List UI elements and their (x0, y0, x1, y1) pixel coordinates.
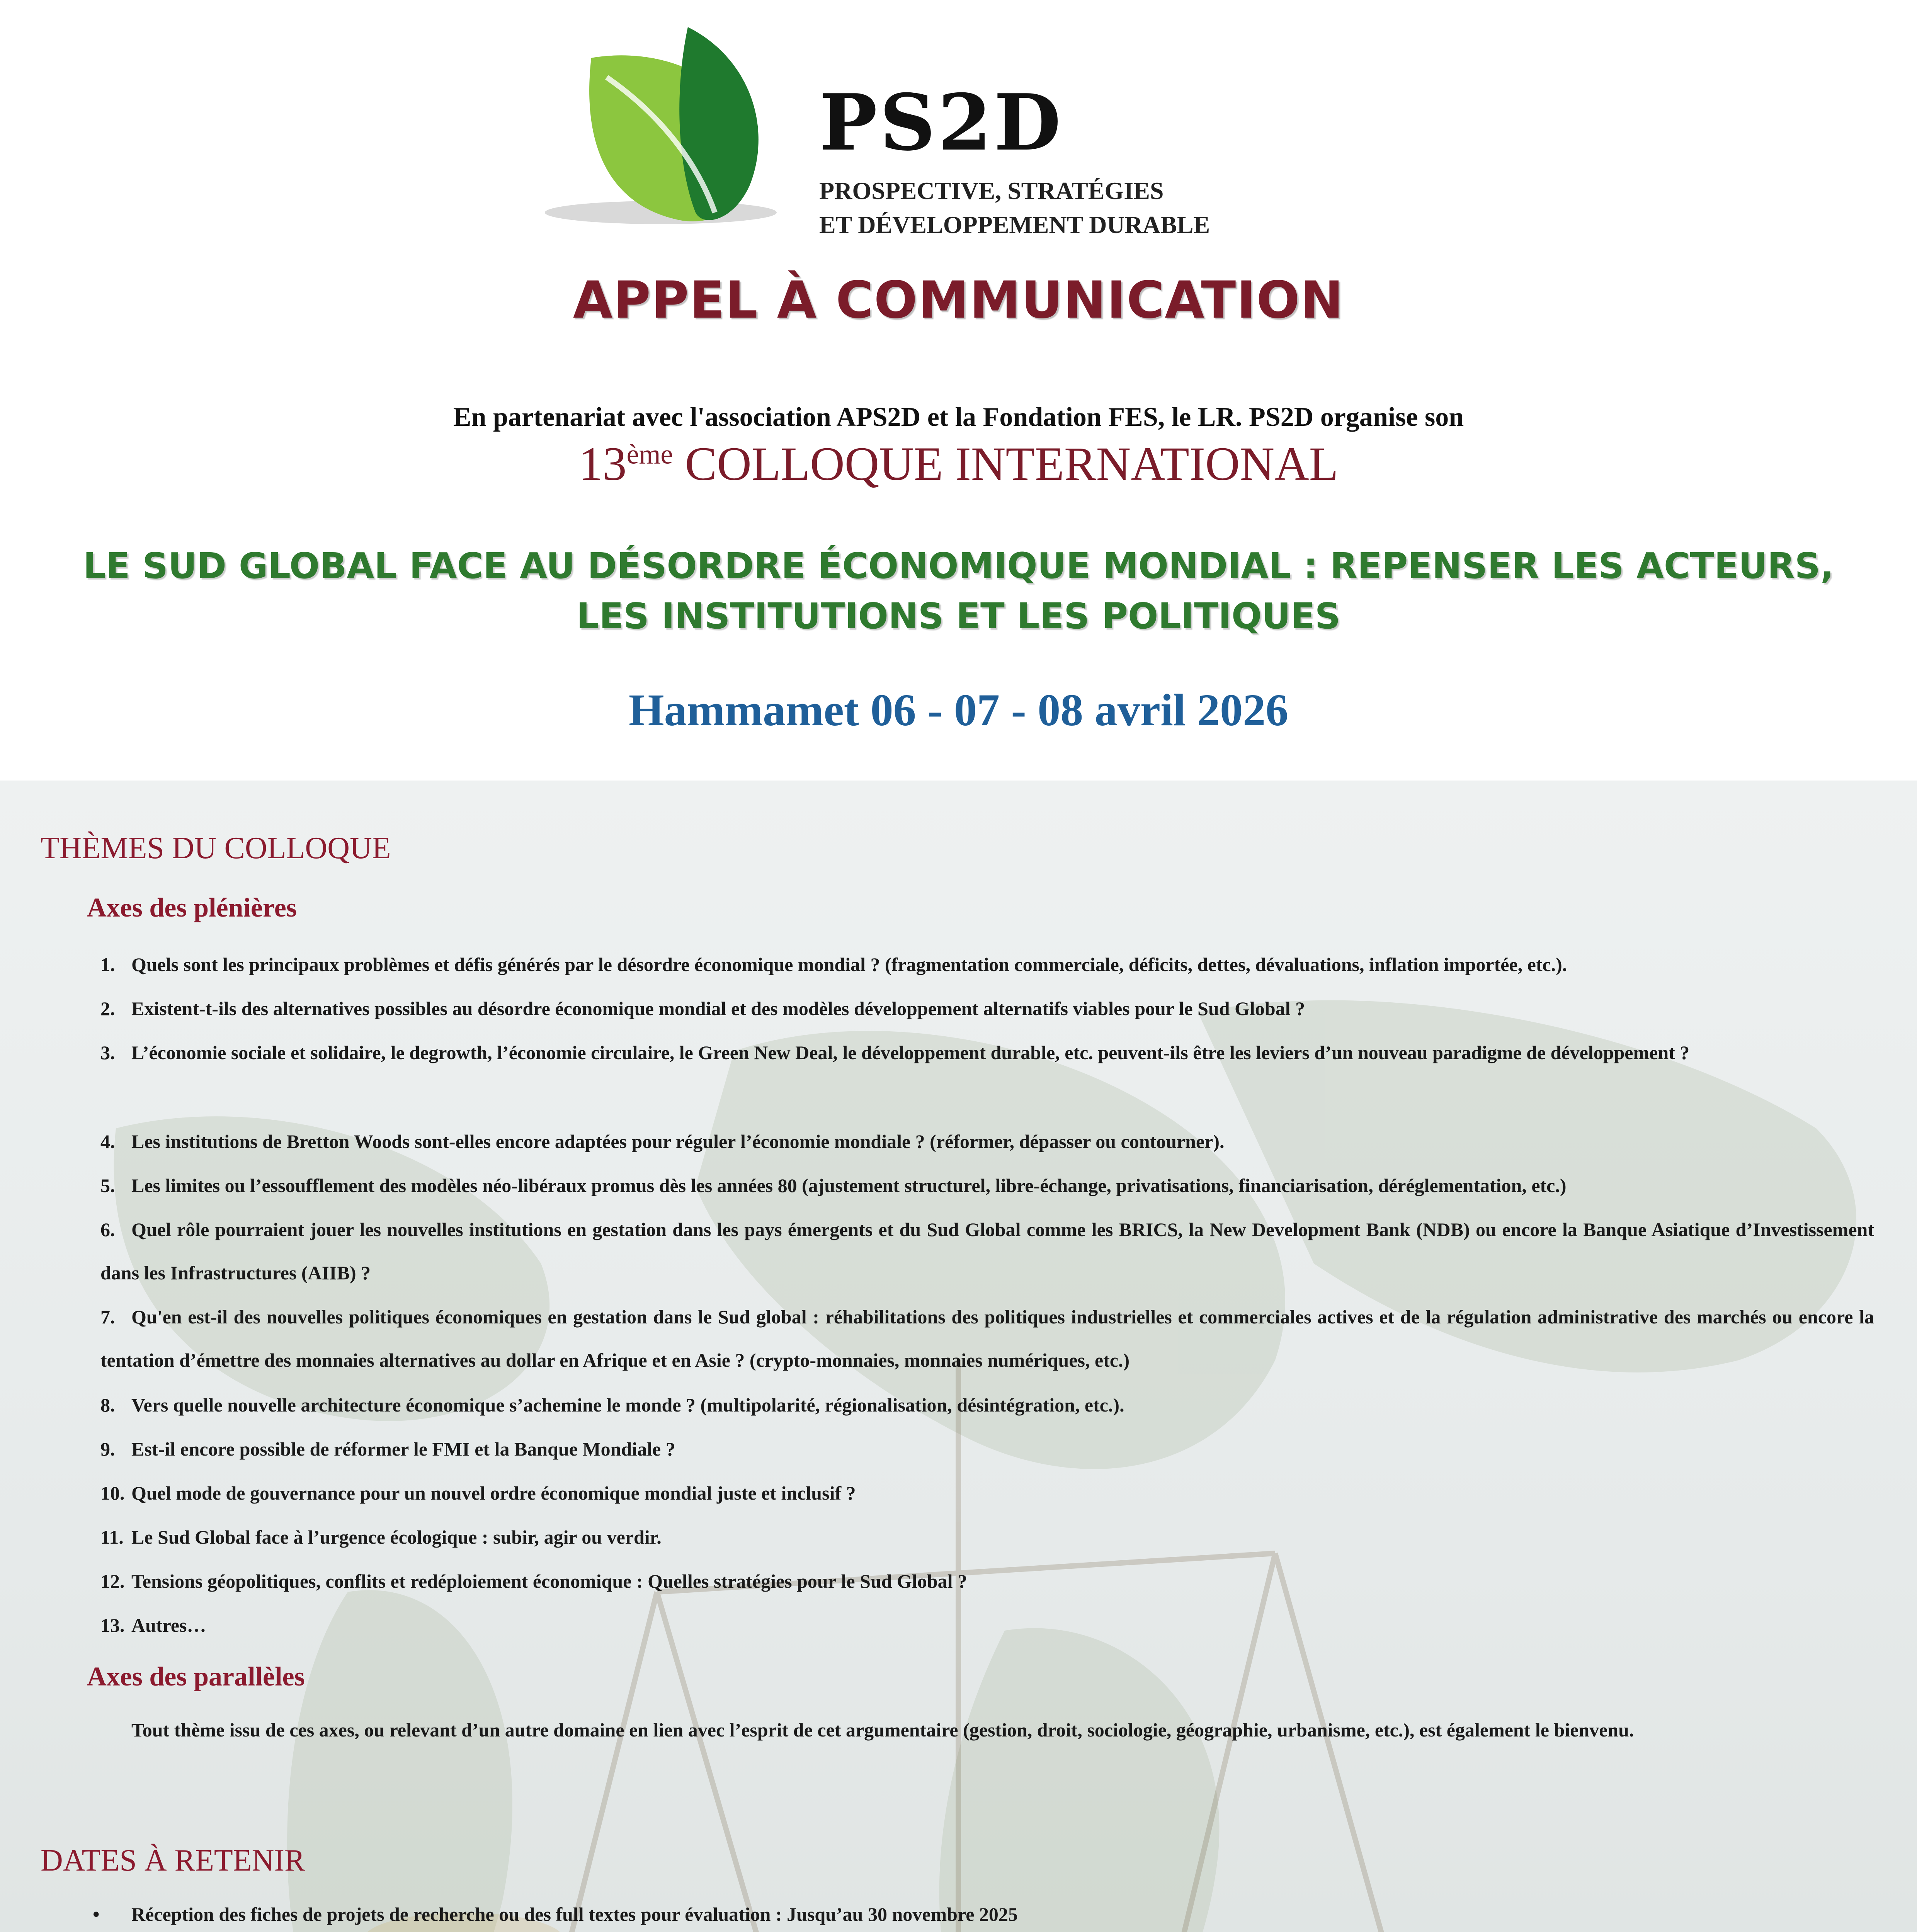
theme-line-2: LES INSTITUTIONS ET LES POLITIQUES (576, 595, 1341, 637)
leaf-icon (533, 12, 827, 236)
list-item: 13. Autres… (100, 1614, 206, 1636)
call-title: APPEL À COMMUNICATION (573, 270, 1344, 330)
list-item: 4. Les institutions de Bretton Woods sont-elles encore adaptées pour réguler l’économie mondiale ? (réformer, dépasser ou contourner). (100, 1131, 1225, 1152)
plenary-axes-title: Axes des plénières (87, 893, 297, 923)
list-item: 6. Quel rôle pourraient jouer les nouvelles institutions en gestation dans les pays émergents et du Sud Global comme les BRICS, la New Development Bank (NDB) ou encore la Banque Asiatique d’Investissement dans les Infrastructures (AIIB) ? (100, 1219, 1874, 1284)
dates-title: DATES À RETENIR (41, 1844, 305, 1878)
partner-line: En partenariat avec l'association APS2D et la Fondation FES, le LR. PS2D organise son (453, 402, 1464, 432)
list-item: 1. Quels sont les principaux problèmes et défis générés par le désordre économique mondial ? (fragmentation commerciale, déficits, dettes, dévaluations, inflation importée, etc.). (100, 954, 1567, 975)
list-item: 9. Est-il encore possible de réformer le FMI et la Banque Mondiale ? (100, 1438, 675, 1460)
logo-line-2: ET DÉVELOPPEMENT DURABLE (819, 211, 1210, 238)
parallel-axes-text: Tout thème issu de ces axes, ou relevant d’un autre domaine en lien avec l’esprit de cet argumentaire (gestion, droit, sociologie, géographie, urbanisme, etc.), est également le bienvenu. (131, 1719, 1634, 1741)
list-item: 3. L’économie sociale et solidaire, le degrowth, l’économie circulaire, le Green New Deal, le développement durable, etc. peuvent-ils être les leviers d’un nouveau paradigme de développement ? (100, 1042, 1690, 1063)
list-item: 11. Le Sud Global face à l’urgence écologique : subir, agir ou verdir. (100, 1526, 662, 1548)
colloque-text: COLLOQUE INTERNATIONAL (685, 437, 1339, 490)
list-item: 7. Qu'en est-il des nouvelles politiques économiques en gestation dans le Sud global : réhabilitations des politiques industrielles et commerciales actives et de la régulation administrative des marchés ou encore la tentation d’émettre des monnaies alternatives au dollar en Afrique et en Asie ? (crypto-monnaies, monnaies numériques, etc.) (100, 1306, 1874, 1371)
list-item: 2. Existent-t-ils des alternatives possibles au désordre économique mondial et des modèles développement alternatifs viables pour le Sud Global ? (100, 998, 1305, 1019)
themes-title: THÈMES DU COLLOQUE (41, 831, 391, 865)
list-item: 10. Quel mode de gouvernance pour un nouvel ordre économique mondial juste et inclusif ? (100, 1482, 856, 1504)
ps2d-logo (533, 12, 1267, 236)
colloque-theme (0, 541, 1917, 641)
colloque-sup: ème (626, 439, 673, 470)
parallel-axes-title: Axes des parallèles (87, 1662, 305, 1692)
colloque-number: 13 (578, 437, 627, 490)
list-item: 8. Vers quelle nouvelle architecture économique s’achemine le monde ? (multipolarité, régionalisation, désintégration, etc.). (100, 1394, 1124, 1416)
list-item: 12. Tensions géopolitiques, conflits et redéploiement économique : Quelles stratégies pour le Sud Global ? (100, 1570, 968, 1592)
logo-name: PS2D (819, 77, 1063, 168)
place-and-dates: Hammamet 06 - 07 - 08 avril 2026 (628, 685, 1289, 735)
date-item: • Réception des fiches de projets de recherche ou des full textes pour évaluation : Jusqu’au 30 novembre 2025 (131, 1903, 1018, 1925)
theme-line-1: LE SUD GLOBAL FACE AU DÉSORDRE ÉCONOMIQUE MONDIAL : REPENSER LES ACTEURS, (83, 545, 1834, 587)
list-item: 5. Les limites ou l’essoufflement des modèles néo-libéraux promus dès les années 80 (ajustement structurel, libre-échange, privatisations, financiarisation, déréglementation, etc.) (100, 1175, 1567, 1196)
colloque-title (0, 437, 1917, 492)
logo-line-1: PROSPECTIVE, STRATÉGIES (819, 177, 1164, 204)
